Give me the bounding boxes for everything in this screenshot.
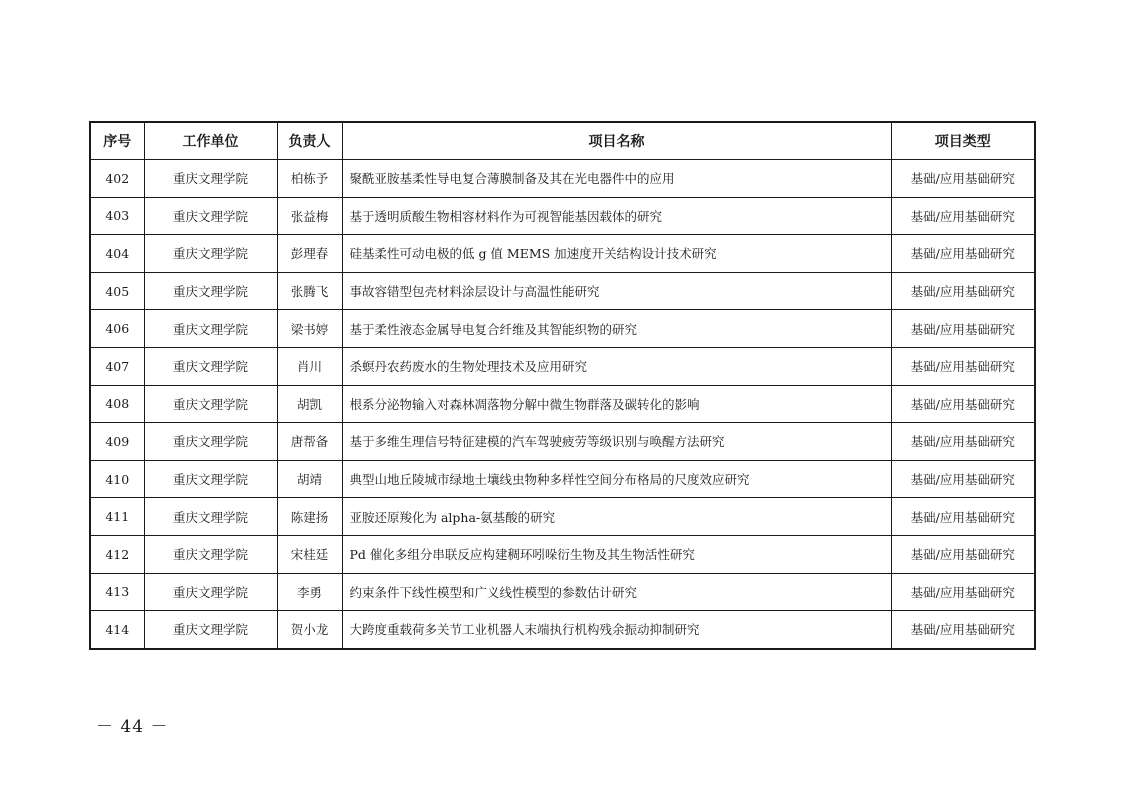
cell-unit: 重庆文理学院 <box>144 423 277 461</box>
cell-unit: 重庆文理学院 <box>144 197 277 235</box>
table-row <box>90 423 1035 461</box>
cell-leader: 胡靖 <box>277 460 342 498</box>
cell-unit: 重庆文理学院 <box>144 498 277 536</box>
table-row <box>90 611 1035 649</box>
cell-project: 大跨度重载荷多关节工业机器人末端执行机构残余振动抑制研究 <box>342 611 891 649</box>
header-leader: 负责人 <box>277 122 342 160</box>
cell-project: 根系分泌物输入对森林凋落物分解中微生物群落及碳转化的影响 <box>342 385 891 423</box>
cell-index: 403 <box>90 197 144 235</box>
cell-unit: 重庆文理学院 <box>144 611 277 649</box>
cell-leader: 张腾飞 <box>277 272 342 310</box>
cell-index: 414 <box>90 611 144 649</box>
cell-index: 404 <box>90 235 144 273</box>
cell-leader: 肖川 <box>277 347 342 385</box>
table-row <box>90 197 1035 235</box>
cell-index: 412 <box>90 535 144 573</box>
cell-leader: 胡凯 <box>277 385 342 423</box>
cell-project: 基于柔性液态金属导电复合纤维及其智能织物的研究 <box>342 310 891 348</box>
cell-project: 亚胺还原羧化为 alpha-氨基酸的研究 <box>342 498 891 536</box>
cell-unit: 重庆文理学院 <box>144 235 277 273</box>
cell-unit: 重庆文理学院 <box>144 460 277 498</box>
cell-type: 基础/应用基础研究 <box>891 423 1035 461</box>
cell-project: 杀螟丹农药废水的生物处理技术及应用研究 <box>342 347 891 385</box>
cell-index: 408 <box>90 385 144 423</box>
table-row <box>90 498 1035 536</box>
cell-leader: 宋桂廷 <box>277 535 342 573</box>
cell-project: 典型山地丘陵城市绿地土壤线虫物种多样性空间分布格局的尺度效应研究 <box>342 460 891 498</box>
cell-leader: 张益梅 <box>277 197 342 235</box>
cell-project: 约束条件下线性模型和广义线性模型的参数估计研究 <box>342 573 891 611</box>
cell-unit: 重庆文理学院 <box>144 272 277 310</box>
page-number: － 44 － <box>96 717 169 737</box>
cell-unit: 重庆文理学院 <box>144 535 277 573</box>
cell-unit: 重庆文理学院 <box>144 310 277 348</box>
cell-project: 基于透明质酸生物相容材料作为可视智能基因载体的研究 <box>342 197 891 235</box>
cell-project: Pd 催化多组分串联反应构建稠环吲哚衍生物及其生物活性研究 <box>342 535 891 573</box>
cell-leader: 柏栋予 <box>277 160 342 198</box>
cell-leader: 贺小龙 <box>277 611 342 649</box>
cell-index: 407 <box>90 347 144 385</box>
cell-type: 基础/应用基础研究 <box>891 535 1035 573</box>
cell-type: 基础/应用基础研究 <box>891 160 1035 198</box>
cell-type: 基础/应用基础研究 <box>891 347 1035 385</box>
cell-index: 410 <box>90 460 144 498</box>
table-row <box>90 310 1035 348</box>
header-index: 序号 <box>90 122 144 160</box>
header-unit: 工作单位 <box>144 122 277 160</box>
cell-project: 聚酰亚胺基柔性导电复合薄膜制备及其在光电器件中的应用 <box>342 160 891 198</box>
table-row <box>90 347 1035 385</box>
cell-leader: 梁书婷 <box>277 310 342 348</box>
cell-unit: 重庆文理学院 <box>144 160 277 198</box>
cell-unit: 重庆文理学院 <box>144 385 277 423</box>
cell-leader: 陈建扬 <box>277 498 342 536</box>
cell-index: 406 <box>90 310 144 348</box>
cell-type: 基础/应用基础研究 <box>891 573 1035 611</box>
table-body <box>90 160 1035 649</box>
table-row <box>90 573 1035 611</box>
cell-type: 基础/应用基础研究 <box>891 611 1035 649</box>
cell-index: 402 <box>90 160 144 198</box>
cell-index: 411 <box>90 498 144 536</box>
header-type: 项目类型 <box>891 122 1035 160</box>
table-row <box>90 535 1035 573</box>
cell-type: 基础/应用基础研究 <box>891 272 1035 310</box>
cell-leader: 李勇 <box>277 573 342 611</box>
table-row <box>90 272 1035 310</box>
table-row <box>90 235 1035 273</box>
table-row <box>90 385 1035 423</box>
cell-project: 硅基柔性可动电极的低 g 值 MEMS 加速度开关结构设计技术研究 <box>342 235 891 273</box>
cell-type: 基础/应用基础研究 <box>891 310 1035 348</box>
cell-index: 405 <box>90 272 144 310</box>
cell-leader: 唐帮备 <box>277 423 342 461</box>
cell-type: 基础/应用基础研究 <box>891 460 1035 498</box>
cell-unit: 重庆文理学院 <box>144 573 277 611</box>
cell-leader: 彭理春 <box>277 235 342 273</box>
cell-type: 基础/应用基础研究 <box>891 235 1035 273</box>
cell-type: 基础/应用基础研究 <box>891 197 1035 235</box>
cell-index: 409 <box>90 423 144 461</box>
project-table <box>89 121 1036 650</box>
table-header <box>90 122 1035 160</box>
cell-unit: 重庆文理学院 <box>144 347 277 385</box>
table-row <box>90 460 1035 498</box>
cell-type: 基础/应用基础研究 <box>891 385 1035 423</box>
table-row <box>90 160 1035 198</box>
cell-project: 事故容错型包壳材料涂层设计与高温性能研究 <box>342 272 891 310</box>
cell-index: 413 <box>90 573 144 611</box>
header-project: 项目名称 <box>342 122 891 160</box>
cell-type: 基础/应用基础研究 <box>891 498 1035 536</box>
header-row <box>90 122 1035 160</box>
cell-project: 基于多维生理信号特征建模的汽车驾驶疲劳等级识别与唤醒方法研究 <box>342 423 891 461</box>
